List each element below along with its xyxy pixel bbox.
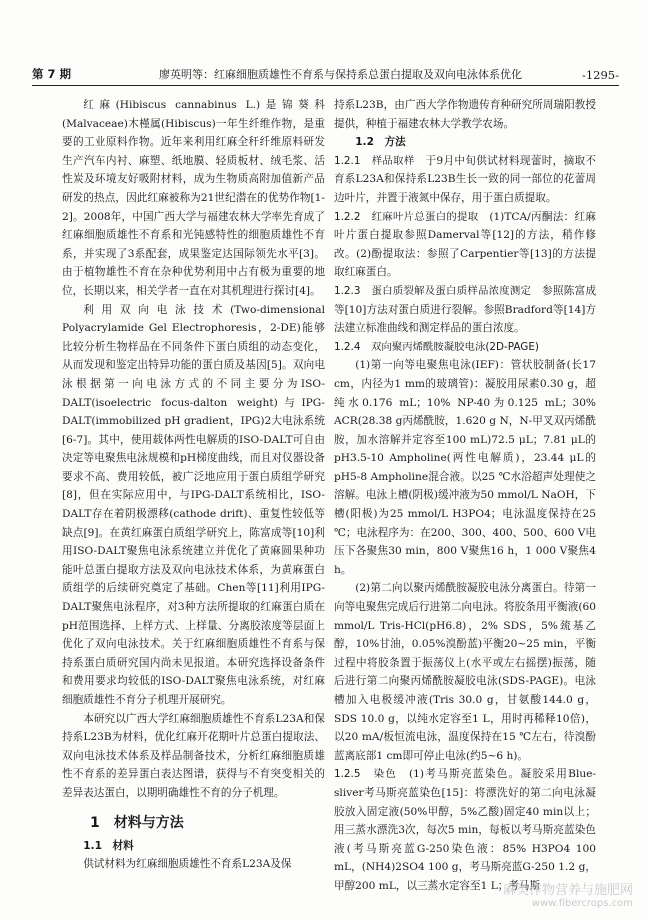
subsection-number: 1.2.3	[334, 284, 361, 297]
subsection-title: 双向聚丙烯酰胺凝胶电泳(2D-PAGE)	[371, 340, 539, 353]
subsection-text: 参照陈富成等[10]方法对蛋白质进行裂解。参照Bradford等[14]方法建立标准曲线和测定样品的蛋白浓度。	[334, 284, 597, 335]
section-heading-1: 1 材料与方法	[90, 814, 184, 831]
ief-paragraph: (1)第一向等电聚焦电泳(IEF)：管状胶制备(长17 cm，内径为1 mm的玻璃管)：凝胶用尿素0.30 g，超纯水0.176 mL；10% NP-40为0.125 mL；30% ACR(28.38 g丙烯酰胺，1.620 g N，N-甲叉双丙烯酰胺，加水溶解并定容至100 mL)72.5 μL；7.81 μL的pH3.5-10 Ampholine(两性电解质)，23.44 μL的pH5-8 Ampholine混合液。以25 ℃水浴超声处理使之溶解。电泳上槽(阴极)缓冲液为50 mmol/L NaOH，下槽(阳极)为25 mmol/L H3PO4；电泳温度保持在25 ℃；电泳程序为：在200、300、400、500、600 V电压下各聚焦30 min，800 V聚焦16 h，1 000 V聚焦4 h。	[334, 359, 596, 576]
subsection-title: 样品取样	[371, 154, 415, 167]
subsection-text: 于9月中旬供试材料现蕾时，摘取不育系L23A和保持系L23B生长一致的同一部位的花蕾周边叶片，并置于液氮中保存，用于蛋白质提取。	[334, 154, 597, 204]
page-number: -1295-	[581, 68, 619, 82]
subsection-text: (1)考马斯亮蓝染色。凝胶采用Blue-sliver考马斯亮蓝染色[15]：将漂洗好的第二向电泳凝胶放入固定液(50%甲醇，5%乙酸)固定40 min以上；用三蒸水漂洗3次，每次5 min，每板以考马斯亮蓝染色液(考马斯亮蓝G-250染色液：85% H3PO4 100 mL，(NH4)2SO4 100 g，考马斯亮蓝G-250 1.2 g，甲醇200 mL，以三蒸水定容至1 L；考马斯	[334, 768, 596, 892]
issue-number: 第 7 期	[32, 67, 72, 81]
subsection-title: 红麻叶片总蛋白的提取	[371, 210, 479, 223]
materials-continued: 持系L23B，由广西大学作物遗传育种研究所周瑞阳教授提供，种植于福建农林大学教学农场。	[334, 99, 596, 130]
intro-paragraph-3: 本研究以广西大学红麻细胞质雄性不育系L23A和保持系L23B为材料，优化红麻开花期叶片总蛋白提取法、双向电泳技术体系及样品制备技术，分析红麻细胞质雄性不育系的差异蛋白表达图谱，获得与不育突变相关的差异表达蛋白，以期明确雄性不育的分子机理。	[62, 712, 325, 799]
intro-paragraph-2: 利用双向电泳技术(Two-dimensional Polyacrylamide Gel Electrophoresis，2-DE)能够比较分析生物样品在不同条件下蛋白质组的动态变化，从而发现和鉴定出特异功能的蛋白质及基因[5]。双向电泳根据第一向电泳方式的不同主要分为ISO-DALT(isoelectric focus-dalton weight)与IPG-DALT(immobilized pH gradient，IPG)2大电泳系统[6-7]。其中，使用载体两性电解质的ISO-DALT可自由决定等电聚焦电泳规模和pH梯度曲线，而且对仪器设备要求不高、费用较低，被广泛地应用于蛋白质组学研究[8]，但在实际应用中，与IPG-DALT系统相比，ISO-DALT存在着阴极漂移(cathode drift)、重复性较低等缺点[9]。在黄红麻蛋白质组学研究上，陈富成等[10]利用ISO-DALT聚焦电泳系统建立并优化了黄麻圆果种功能叶总蛋白提取方法及双向电泳技术体系，为黄麻蛋白质组学的后续研究奠定了基础。Chen等[11]利用IPG-DALT聚焦电泳程序，对3种方法所提取的红麻蛋白质在pH范围选择、上样方式、上样量、分离胶浓度等层面上优化了双向电泳技术。关于红麻细胞质雄性不育系与保持系蛋白质研究国内尚未见报道。本研究选择设备条件和费用要求均较低的ISO-DALT聚焦电泳系统，对红麻细胞质雄性不育分子机理开展研究。	[62, 303, 325, 706]
watermark-url: www.fibercrops.com	[531, 898, 633, 909]
materials-text: 供试材料为红麻细胞质雄性不育系L23A及保	[83, 858, 292, 871]
sds-page-paragraph: (2)第二向以聚丙烯酰胺凝胶电泳分离蛋白。待第一向等电聚焦完成后行进第二向电泳。将胶条用平衡液(60 mmol/L Tris-HCl(pH6.8)，2% SDS，5%巯基乙醇，10%甘油，0.05%溴酚蓝)平衡20~25 min，平衡过程中将胶条置于振荡仪上(水平或左右摇摆)振荡，随后进行第二向聚丙烯酰胺凝胶电泳(SDS-PAGE)。电泳槽加入电极缓冲液(Tris 30.0 g，甘氨酸144.0 g，SDS 10.0 g，以纯水定容至1 L，用时再稀释10倍)，以20 mA/板恒流电泳，温度保持在15 ℃左右，待溴酚蓝离底部1 cm即可停止电泳(约5~6 h)。	[334, 582, 596, 762]
running-title: 廖英明等：红麻细胞质雄性不育系与保持系总蛋白提取及双向电泳体系优化	[159, 68, 522, 81]
watermark-site-name: 麻类作物营养与施肥网	[502, 883, 633, 898]
subsection-number: 1.2.1	[334, 154, 361, 167]
running-header	[32, 66, 619, 86]
subsection-1-2-1	[334, 152, 596, 208]
subsection-text: (1)TCA/丙酮法：红麻叶片蛋白提取参照Damerval等[12]的方法，稍作修改。(2)酚提取法：参照了Carpentier等[13]的方法提取红麻蛋白。	[334, 210, 597, 279]
subsection-title: 染色	[373, 768, 398, 781]
subsection-number: 1.2.2	[334, 210, 361, 223]
subsection-1-2-2	[334, 208, 596, 282]
subsection-number: 1.2.5	[334, 768, 361, 781]
left-column	[62, 96, 325, 874]
subsection-1-2-4	[334, 338, 596, 357]
section-heading-1-1: 1.1 材料	[83, 839, 134, 852]
subsection-1-2-5	[334, 765, 596, 895]
intro-paragraph-1: 红麻(Hibiscus cannabinus L.)是锦葵科(Malvaceae)木槿属(Hibiscus)一年生纤维作物，是重要的工业原料作物。近年来利用红麻全秆纤维原料研发生产汽车内衬、麻塑、纸地膜、轻质板材、绒毛浆、活性炭及环境友好吸附材料，成为生物质高附加值新产品研发的热点，因此红麻被称为21世纪潜在的优势作物[1-2]。2008年，中国广西大学与福建农林大学率先育成了红麻细胞质雄性不育系和光钝感特性的细胞质雄性不育系，并实现了3系配套，成果鉴定达国际领先水平[3]。由于植物雄性不育在杂种优势利用中占有极为重要的地位，长期以来，相关学者一直在对其机理进行探讨[4]。	[62, 99, 325, 297]
subsection-title: 蛋白质裂解及蛋白质样品浓度测定	[371, 284, 532, 297]
section-heading-1-2: 1.2 方法	[355, 136, 406, 149]
watermark	[503, 879, 633, 909]
subsection-1-2-3	[334, 282, 596, 338]
subsection-number: 1.2.4	[334, 340, 361, 353]
right-column	[334, 96, 596, 896]
